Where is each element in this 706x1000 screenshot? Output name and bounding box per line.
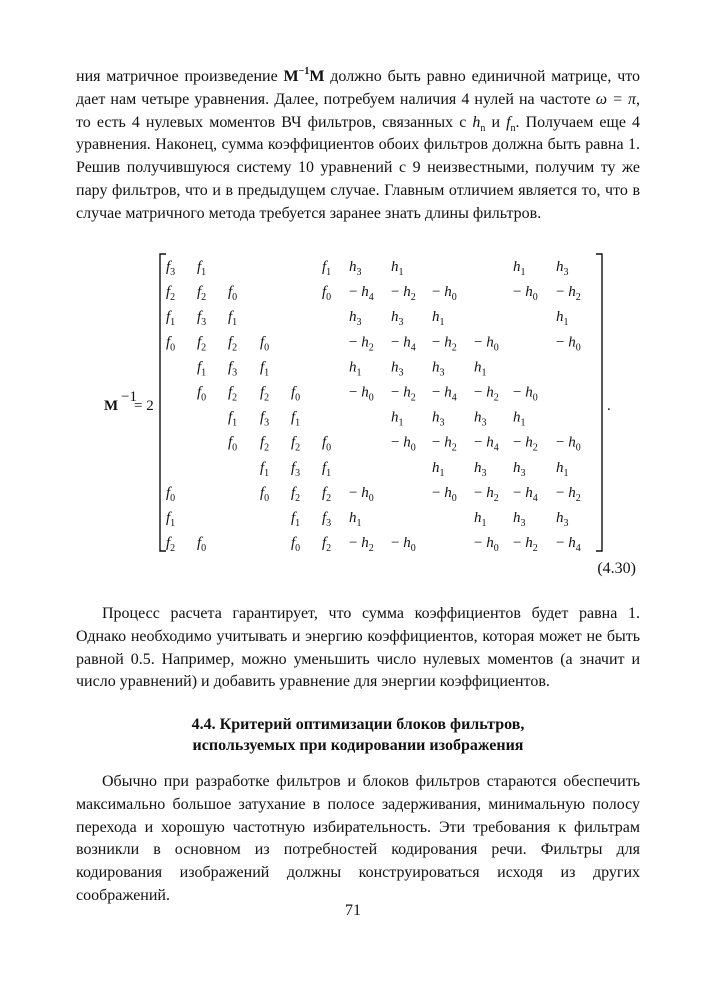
matrix-cell: − $h_0$ xyxy=(474,334,499,354)
matrix-cell: $f_0$ xyxy=(291,384,301,404)
matrix-cell: $f_2$ xyxy=(322,484,332,504)
paragraph-energy: Процесс расчета гарантирует, что сумма коэффициентов будет равна 1. Однако необходимо учитывать и энергию коэффициентов, которая может не быть равной 0.5. Например, можно уменьшить число нулевых моментов (а значит и число уравнений) и добавить уравнение для энергии коэффициентов. xyxy=(76,605,640,691)
matrix-cell: $f_1$ xyxy=(197,259,207,278)
matrix-cell: − $h_2$ xyxy=(391,384,416,404)
matrix-cell: $h_3$ xyxy=(391,309,404,329)
matrix-cell: $f_2$ xyxy=(228,384,238,404)
matrix-cell: − $h_2$ xyxy=(474,484,499,504)
matrix-cell: $f_0$ xyxy=(197,535,207,555)
matrix-cell: − $h_2$ xyxy=(391,284,416,304)
matrix-cell: $f_2$ xyxy=(228,334,238,354)
right-bracket xyxy=(596,254,602,551)
matrix-cell: − $h_0$ xyxy=(513,384,538,404)
matrix-cell: $f_3$ xyxy=(260,409,270,429)
matrix-cell: − $h_2$ xyxy=(556,484,581,504)
heading-line-2: используемых при кодировании изображения xyxy=(192,737,524,754)
matrix-cells xyxy=(166,259,581,554)
paragraph-criteria: Обычно при разработке фильтров и блоков фильтров стараются обеспечить максимально большое затухание в полосе задерживания, минимальную полосу перехода и хорошую частотную избирательность. Эти требования к фильтрам возникли в основном из потребностей кодирования речи. Фильтры для кодирования изображений должны конструироваться исходя из других соображений. xyxy=(76,773,640,904)
matrix-cell: − $h_0$ xyxy=(432,284,457,304)
matrix-cell: $h_1$ xyxy=(349,359,362,379)
h-n-symbol: $h_n$ xyxy=(472,113,486,134)
matrix-cell: $f_0$ xyxy=(228,284,238,304)
matrix-cell: $f_0$ xyxy=(260,484,270,504)
matrix-cell: $f_3$ xyxy=(166,259,176,278)
matrix-cell: − $h_2$ xyxy=(432,334,457,354)
matrix-cell: $f_1$ xyxy=(228,309,238,329)
matrix-cell: $h_3$ xyxy=(432,409,445,429)
matrix-cell: − $h_2$ xyxy=(556,284,581,304)
matrix-cell: − $h_0$ xyxy=(556,434,581,454)
matrix-cell: $h_3$ xyxy=(474,409,487,429)
equation-period: . xyxy=(607,398,611,414)
text-span: ния матричное произведение xyxy=(76,68,278,85)
matrix-cell: $f_0$ xyxy=(166,334,176,354)
matrix-cell: $h_3$ xyxy=(349,259,362,278)
matrix-cell: $h_3$ xyxy=(513,510,526,529)
matrix-cell: $h_1$ xyxy=(391,259,404,278)
matrix-cell: − $h_0$ xyxy=(432,484,457,504)
matrix-cell: $f_2$ xyxy=(197,334,207,354)
matrix-cell: $f_1$ xyxy=(291,510,301,529)
omega-equation: ω = π xyxy=(595,90,637,108)
matrix-cell: $f_2$ xyxy=(322,535,332,555)
matrix-cell: $f_2$ xyxy=(291,434,301,454)
matrix-cell: $f_1$ xyxy=(197,359,207,379)
text-span: должно быть равно единичной матрице, что дает нам четыре уравнения. Далее, потребуем наличия 4 нулей на частоте xyxy=(76,68,641,108)
matrix-cell: $f_0$ xyxy=(260,334,270,354)
matrix-cell: $h_3$ xyxy=(349,309,362,329)
matrix-cell: $h_1$ xyxy=(432,459,445,479)
matrix-cell: $f_3$ xyxy=(291,459,301,479)
matrix-cell: $f_0$ xyxy=(322,284,332,304)
matrix-cell: $f_1$ xyxy=(260,459,270,479)
lhs-matrix-letter: M xyxy=(104,398,119,414)
matrix-cell: $f_2$ xyxy=(166,535,176,555)
matrix-cell: $h_3$ xyxy=(513,459,526,479)
matrix-cell: − $h_2$ xyxy=(513,434,538,454)
matrix-cell: − $h_2$ xyxy=(474,384,499,404)
matrix-cell: $h_1$ xyxy=(349,510,362,529)
matrix-cell: $h_3$ xyxy=(432,359,445,379)
matrix-cell: $h_3$ xyxy=(474,459,487,479)
matrix-cell: − $h_2$ xyxy=(432,434,457,454)
lhs-superscript: −1 xyxy=(121,389,137,405)
matrix-cell: − $h_4$ xyxy=(556,535,581,555)
heading-line-1: 4.4. Критерий оптимизации блоков фильтров, xyxy=(191,716,525,733)
matrix-cell: $f_1$ xyxy=(166,309,176,329)
lhs-equals-two: = 2 xyxy=(134,398,154,414)
matrix-cell: $f_0$ xyxy=(166,484,176,504)
matrix-cell: $f_2$ xyxy=(291,484,301,504)
matrix-m-inverse: $M^{-1}M$ xyxy=(283,66,325,85)
text-span: . Получаем еще 4 уравнения. Наконец, сумма коэффициентов обоих фильтров должна быть равна 1. Решив получившуюся систему 10 уравнений с 9 неизвестными, получим ту же пару фильтров, что и в предыдущем случае. Главным отличием является то, что в случае матричного метода требуется заранее знать длины фильтров. xyxy=(76,113,641,222)
matrix-cell: $h_1$ xyxy=(474,359,487,379)
equation-number: (4.30) xyxy=(597,560,636,577)
matrix-cell: $f_3$ xyxy=(197,309,207,329)
page-number: 71 xyxy=(345,902,361,919)
matrix-cell: $f_0$ xyxy=(322,434,332,454)
matrix-cell: − $h_4$ xyxy=(432,384,457,404)
section-heading xyxy=(76,714,640,756)
matrix-cell: $f_3$ xyxy=(322,510,332,529)
matrix-cell: $h_3$ xyxy=(391,359,404,379)
matrix-cell: − $h_4$ xyxy=(349,284,374,304)
text-span: , то есть 4 нулевых моментов ВЧ фильтров, связанных с xyxy=(76,90,641,131)
matrix-cell: − $h_4$ xyxy=(391,334,416,354)
matrix-cell: $h_1$ xyxy=(513,259,526,278)
matrix-cell: $h_1$ xyxy=(432,309,445,329)
matrix-cell: $f_0$ xyxy=(228,434,238,454)
matrix-cell: $f_1$ xyxy=(260,359,270,379)
matrix-cell: − $h_0$ xyxy=(474,535,499,555)
matrix-cell: $h_1$ xyxy=(513,409,526,429)
matrix-cell: $f_1$ xyxy=(322,459,332,479)
f-n-symbol: $f_n$ xyxy=(506,113,516,134)
matrix-cell: $f_1$ xyxy=(291,409,301,429)
matrix-cell: $h_1$ xyxy=(474,510,487,529)
matrix-cell: $h_3$ xyxy=(556,510,569,529)
matrix-cell: $h_1$ xyxy=(391,409,404,429)
matrix-cell: − $h_0$ xyxy=(349,384,374,404)
matrix-cell: $f_1$ xyxy=(166,510,176,529)
matrix-cell: $f_2$ xyxy=(260,434,270,454)
matrix-cell: $f_0$ xyxy=(197,384,207,404)
matrix-cell: $h_1$ xyxy=(556,309,569,329)
matrix-cell: $f_2$ xyxy=(197,284,207,304)
matrix-cell: $f_2$ xyxy=(166,284,176,304)
matrix-cell: $h_1$ xyxy=(556,459,569,479)
matrix-cell: $f_0$ xyxy=(291,535,301,555)
matrix-cell: − $h_2$ xyxy=(349,535,374,555)
matrix-cell: $f_2$ xyxy=(260,384,270,404)
matrix-cell: − $h_2$ xyxy=(513,535,538,555)
matrix-cell: − $h_4$ xyxy=(513,484,538,504)
matrix-cell: − $h_0$ xyxy=(391,535,416,555)
matrix-cell: $f_3$ xyxy=(228,359,238,379)
text-span: и xyxy=(491,113,501,131)
matrix-cell: − $h_0$ xyxy=(391,434,416,454)
matrix-cell: − $h_0$ xyxy=(556,334,581,354)
matrix-cell: − $h_2$ xyxy=(349,334,374,354)
matrix-cell: $h_3$ xyxy=(556,259,569,278)
matrix-cell: $f_1$ xyxy=(322,259,332,278)
matrix-cell: $f_1$ xyxy=(228,409,238,429)
matrix-cell: − $h_4$ xyxy=(474,434,499,454)
matrix-cell: − $h_0$ xyxy=(349,484,374,504)
matrix-cell: − $h_0$ xyxy=(513,284,538,304)
